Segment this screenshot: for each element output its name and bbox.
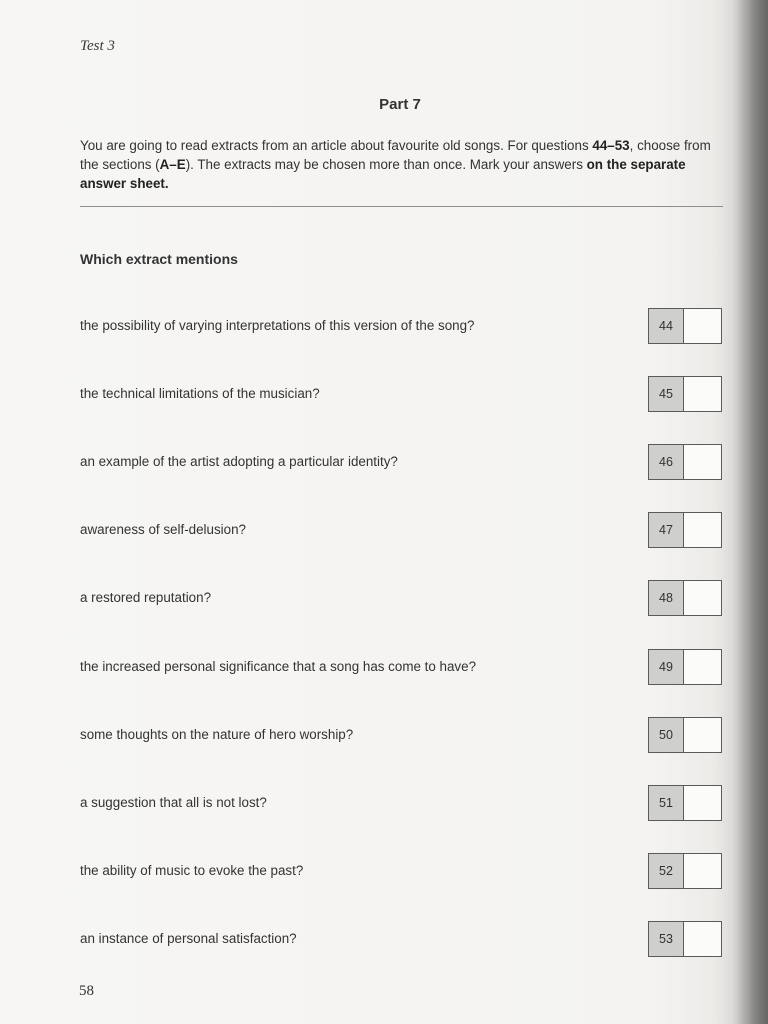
answer-sheet-note: on the separate answer sheet.: [80, 157, 686, 191]
answer-box-number: 48: [649, 581, 684, 615]
answer-box[interactable]: [648, 444, 722, 480]
question-row: [80, 649, 722, 685]
answer-box[interactable]: [648, 717, 722, 753]
page-number: 58: [79, 983, 94, 999]
answer-slot[interactable]: [684, 718, 721, 752]
answer-slot[interactable]: [684, 922, 721, 956]
answer-box[interactable]: [648, 921, 722, 957]
answer-box[interactable]: [648, 580, 722, 616]
running-head: Test 3: [80, 38, 115, 54]
answer-box[interactable]: [648, 649, 722, 685]
answer-slot[interactable]: [684, 854, 721, 888]
question-row: [80, 376, 722, 412]
answer-box-number: 45: [649, 377, 684, 411]
answer-box[interactable]: [648, 853, 722, 889]
question-row: [80, 921, 722, 957]
instructions-paragraph: [80, 136, 725, 193]
section-range: A–E: [159, 157, 186, 172]
question-text: an example of the artist adopting a particular identity?: [80, 454, 398, 469]
answer-box[interactable]: [648, 512, 722, 548]
answer-slot[interactable]: [684, 377, 721, 411]
question-row: [80, 785, 722, 821]
question-text: the increased personal significance that a song has come to have?: [80, 659, 477, 674]
book-spine-shadow: [732, 0, 768, 1024]
instructions-text-1: You are going to read extracts from an article about favourite old songs. For questions: [80, 138, 593, 153]
answer-box[interactable]: [648, 785, 722, 821]
question-text: awareness of self-delusion?: [80, 522, 246, 537]
answer-slot[interactable]: [684, 445, 721, 479]
answer-box-number: 51: [649, 786, 684, 820]
answer-box-number: 53: [649, 922, 684, 956]
question-row: [80, 580, 722, 616]
instructions-text-3: ). The extracts may be chosen more than once. Mark your answers: [185, 157, 587, 172]
answer-box-number: 50: [649, 718, 684, 752]
answer-slot[interactable]: [684, 786, 721, 820]
answer-box-number: 52: [649, 854, 684, 888]
answer-slot[interactable]: [684, 309, 721, 343]
question-row: [80, 308, 722, 344]
answer-box-number: 44: [649, 309, 684, 343]
question-text: a restored reputation?: [80, 590, 212, 605]
part-title: Part 7: [379, 96, 421, 113]
question-text: the technical limitations of the musician?: [80, 386, 320, 401]
answer-box-number: 46: [649, 445, 684, 479]
question-text: the ability of music to evoke the past?: [80, 863, 304, 878]
answer-box-number: 49: [649, 650, 684, 684]
answer-slot[interactable]: [684, 513, 721, 547]
question-text: a suggestion that all is not lost?: [80, 795, 267, 810]
divider-rule: [80, 206, 723, 207]
question-row: [80, 853, 722, 889]
question-text: an instance of personal satisfaction?: [80, 931, 297, 946]
answer-box[interactable]: [648, 308, 722, 344]
question-text: the possibility of varying interpretations of this version of the song?: [80, 318, 475, 333]
instructions-text-2: , choose from the sections (: [80, 138, 711, 172]
question-row: [80, 717, 722, 753]
question-range: 44–53: [592, 138, 630, 153]
question-row: [80, 512, 722, 548]
answer-box-number: 47: [649, 513, 684, 547]
answer-slot[interactable]: [684, 581, 721, 615]
answer-slot[interactable]: [684, 650, 721, 684]
question-heading: Which extract mentions: [80, 251, 238, 267]
question-text: some thoughts on the nature of hero worship?: [80, 727, 354, 742]
question-row: [80, 444, 722, 480]
answer-box[interactable]: [648, 376, 722, 412]
